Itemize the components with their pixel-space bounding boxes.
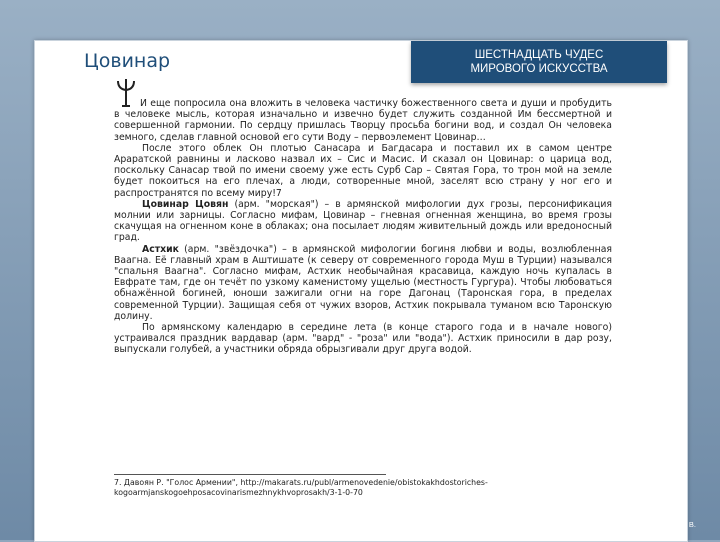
footnote-divider [114,474,386,475]
paragraph-1: И еще попросила она вложить в человека частичку божественного света и души и пробудить в человеке мысль, которая изначально и извечно будет служить созданной Им бессмертной и совершенной гармонии. По сердцу пришлась Творцу просьба богини вод, и создал Он человека земного, сделав главной основой его сути Воду – первоэлемент Цовинар… [114,98,612,143]
term-astghik: Астхик [142,243,179,255]
paragraph-4: Астхик (арм. "звёздочка") – в армянской мифологии богиня любви и воды, возлюбленная Ваагна. Её главный храм в Аштишате (к северу от современного города Муш в Турции) назывался "спальня Ваагна". Согласно мифам, Астхик необычайная красавица, каждую ночь купалась в Евфрате там, где он течёт по узкому каменистому ущелью (местность Гургура). Чтобы любоваться обнажённой богиней, юноши зажигали огни на горе Дагонац (Таронская гора, в пределах современной Турции). Защищая себя от чужих взоров, Астхик покрывала туманом всю Таронскую долину. [114,243,612,322]
section-heading: Цовинар [84,50,171,72]
body-text [114,98,612,356]
copyright-footer: © 2017, Ваганян В. [630,520,696,529]
paragraph-2: После этого облек Он плотью Санасара и Багдасара и поставил их в самом центре Араратской равнины и ласково назвал их – Сис и Масис. И сказал он Цовинар: о царица вод, поскольку Санасар твой по имени своему уже есть Сурб Сар – Святая Гора, то трон мой на земле будет покоиться на его плечах, а люди, сотворенные мной, заселят всю страну у ног его и распространятся по всему миру!7 [114,142,612,199]
slide-title-box [411,41,667,83]
term-tsovinar: Цовинар Цовян [142,198,229,210]
paragraph-3: Цовинар Цовян (арм. "морская") – в армянской мифологии дух грозы, персонификация молнии или зарницы. Согласно мифам, Цовинар – гневная огненная женщина, во время грозы скачущая на огненном коне в облаках; она посылает людям живительный дождь или вредоносный град. [114,198,612,244]
paragraph-5: По армянскому календарю в середине лета (в конце старого года и в начале нового) устраивался праздник вардавар (арм. "вард" - "роза" или "вода"). Астхик приносили в дар розу, выпускали голубей, а участники обряда обрызгивали друг друга водой. [114,322,612,356]
slide-title-line-1: ШЕСТНАДЦАТЬ ЧУДЕС [474,49,604,61]
slide-title-line-2: МИРОВОГО ИСКУССТВА [470,63,608,75]
footnote: 7. Давоян Р. "Голос Армении", http://makarats.ru/publ/armenovedenie/obistokakhdostoriches-kogoarmjanskogoehposacovinarismezhnykhvoprosakh/3-1-0-70 [114,478,488,497]
